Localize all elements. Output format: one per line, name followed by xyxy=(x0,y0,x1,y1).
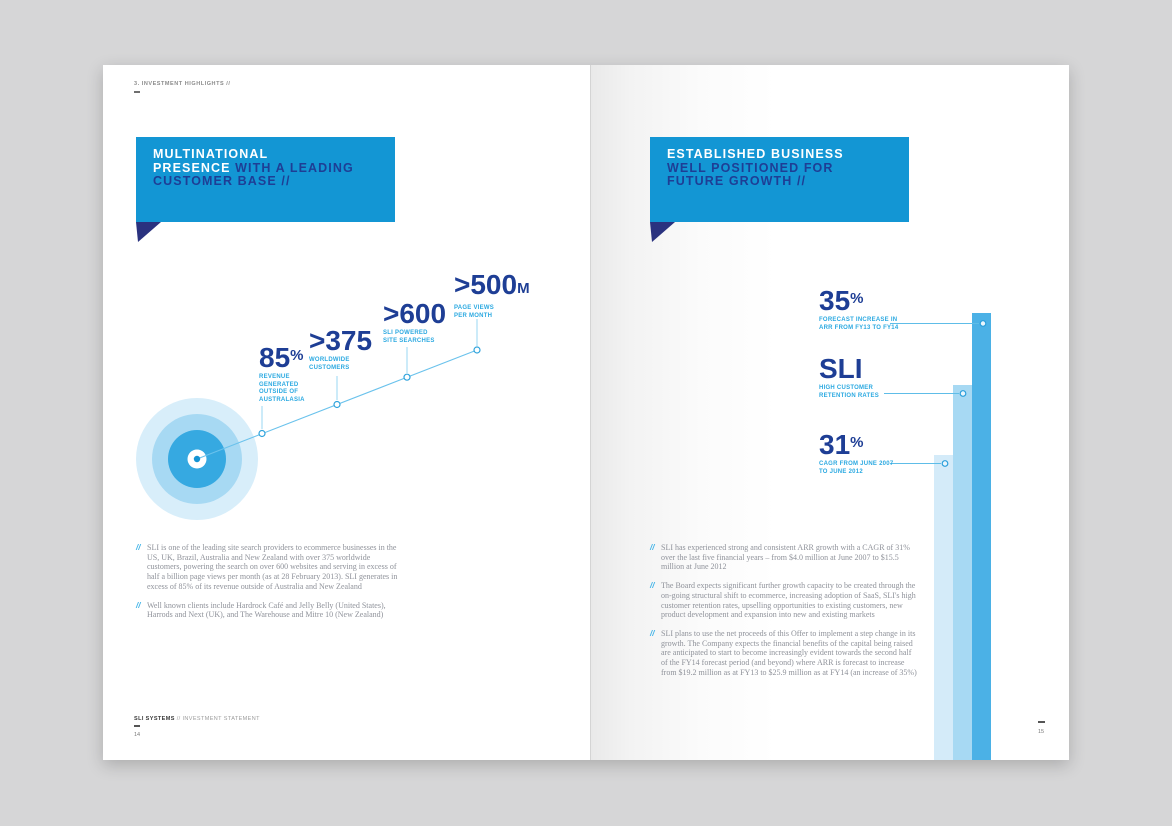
milestone-caption: WORLDWIDE CUSTOMERS xyxy=(309,357,350,371)
footer-dash xyxy=(1038,721,1045,723)
milestone-value: >375 xyxy=(309,325,373,356)
milestone-caption: REVENUE GENERATED OUTSIDE OF AUSTRALASIA xyxy=(259,374,305,403)
milestone-caption: SLI POWERED SITE SEARCHES xyxy=(383,330,435,344)
bar-31-percent xyxy=(934,455,953,760)
slash-bullet-icon: // xyxy=(136,543,141,552)
stat-caption: HIGH CUSTOMER RETENTION RATES xyxy=(819,385,879,399)
slash-bullet-icon: // xyxy=(650,628,655,638)
title-line-2a: PRESENCE xyxy=(153,160,231,175)
milestone-500m-pageviews xyxy=(454,269,530,320)
growth-line-infographic xyxy=(103,65,590,760)
left-page xyxy=(103,65,590,760)
milestone-600-searches xyxy=(383,298,447,345)
milestone-value: >600 xyxy=(383,298,447,329)
footer-doc-label: // INVESTMENT STATEMENT xyxy=(174,716,260,722)
title-line-2b: WITH A LEADING xyxy=(230,160,354,175)
right-page xyxy=(590,65,1069,760)
stat-caption: CAGR FROM JUNE 2007 TO JUNE 2012 xyxy=(819,461,894,475)
bar-35-percent xyxy=(972,313,991,760)
slash-bullet-icon: // xyxy=(650,543,655,552)
milestone-value: >500M xyxy=(454,269,530,300)
center-dot-icon xyxy=(194,456,200,462)
footer-imprint xyxy=(134,716,260,722)
bar-sli-retention xyxy=(953,385,972,760)
title-line-3: FUTURE GROWTH // xyxy=(667,174,807,188)
stat-value: 31% xyxy=(819,429,864,460)
milestone-value: 85% xyxy=(259,342,304,373)
stat-value: SLI xyxy=(819,353,863,384)
left-body-copy xyxy=(136,543,404,629)
milestone-85-percent xyxy=(259,343,305,404)
stat-31-percent-cagr xyxy=(819,430,893,476)
stat-caption: FORECAST INCREASE IN ARR FROM FY13 TO FY14 xyxy=(819,317,899,331)
stat-sli-retention xyxy=(819,353,879,400)
milestone-caption: PAGE VIEWS PER MONTH xyxy=(454,305,495,319)
slash-bullet-icon: // xyxy=(136,600,141,610)
right-body-copy xyxy=(650,543,918,686)
paragraph: // SLI has experienced strong and consistent ARR growth with a CAGR of 31% over the last five financial years – from $4.0 million at June 2007 to $15.5 million at June 2012 xyxy=(650,543,910,572)
footer-dash xyxy=(134,725,140,727)
paragraph: // The Board expects significant further growth capacity to be created through the on-going structural shift to ecommerce, increasing adoption of SaaS, SLI's high customer retention rates, upselling opportunities to existing customers, new product development and expansion into new and existing markets xyxy=(650,581,916,620)
milestone-375-customers xyxy=(309,325,373,372)
paragraph: // SLI plans to use the net proceeds of this Offer to implement a step change in its growth. The Company expects the financial benefits of the capital being raised are anticipated to start to become increasingly evident towards the second half of the FY14 forecast period (and beyond) where ARR is forecast to increase from $19.2 million as at FY13 to $25.9 million as at FY14 (an increase of 35%) xyxy=(650,628,917,677)
title-line-1: MULTINATIONAL xyxy=(153,147,269,161)
title-line-2: WELL POSITIONED FOR xyxy=(667,160,834,175)
title-line-1: ESTABLISHED BUSINESS xyxy=(667,147,844,161)
title-line-3: CUSTOMER BASE // xyxy=(153,174,291,188)
stat-value: 35% xyxy=(819,285,864,316)
page-number-left: 14 xyxy=(134,732,141,738)
footer-brand: SLI SYSTEMS xyxy=(134,716,175,722)
page-number-right: 15 xyxy=(1038,729,1045,735)
section-header: 3. INVESTMENT HIGHLIGHTS // xyxy=(134,81,231,87)
magazine-spread xyxy=(103,65,1069,760)
stat-35-percent-arr xyxy=(819,286,899,332)
paragraph: // SLI is one of the leading site search providers to ecommerce businesses in the US, UK, Brazil, Australia and New Zealand with over 375 worldwide customers, powering the search on over 600 websites and serving in excess of half a billion page views per month (as at 28 February 2013). SLI generates in excess of 85% of its revenue outside of Australia and New Zealand xyxy=(136,543,398,591)
slash-bullet-icon: // xyxy=(650,581,655,591)
paragraph: // Well known clients include Hardrock Café and Jelly Belly (United States), Harrods and Next (UK), and The Warehouse and Mitre 10 (New Zealand) xyxy=(136,600,386,620)
